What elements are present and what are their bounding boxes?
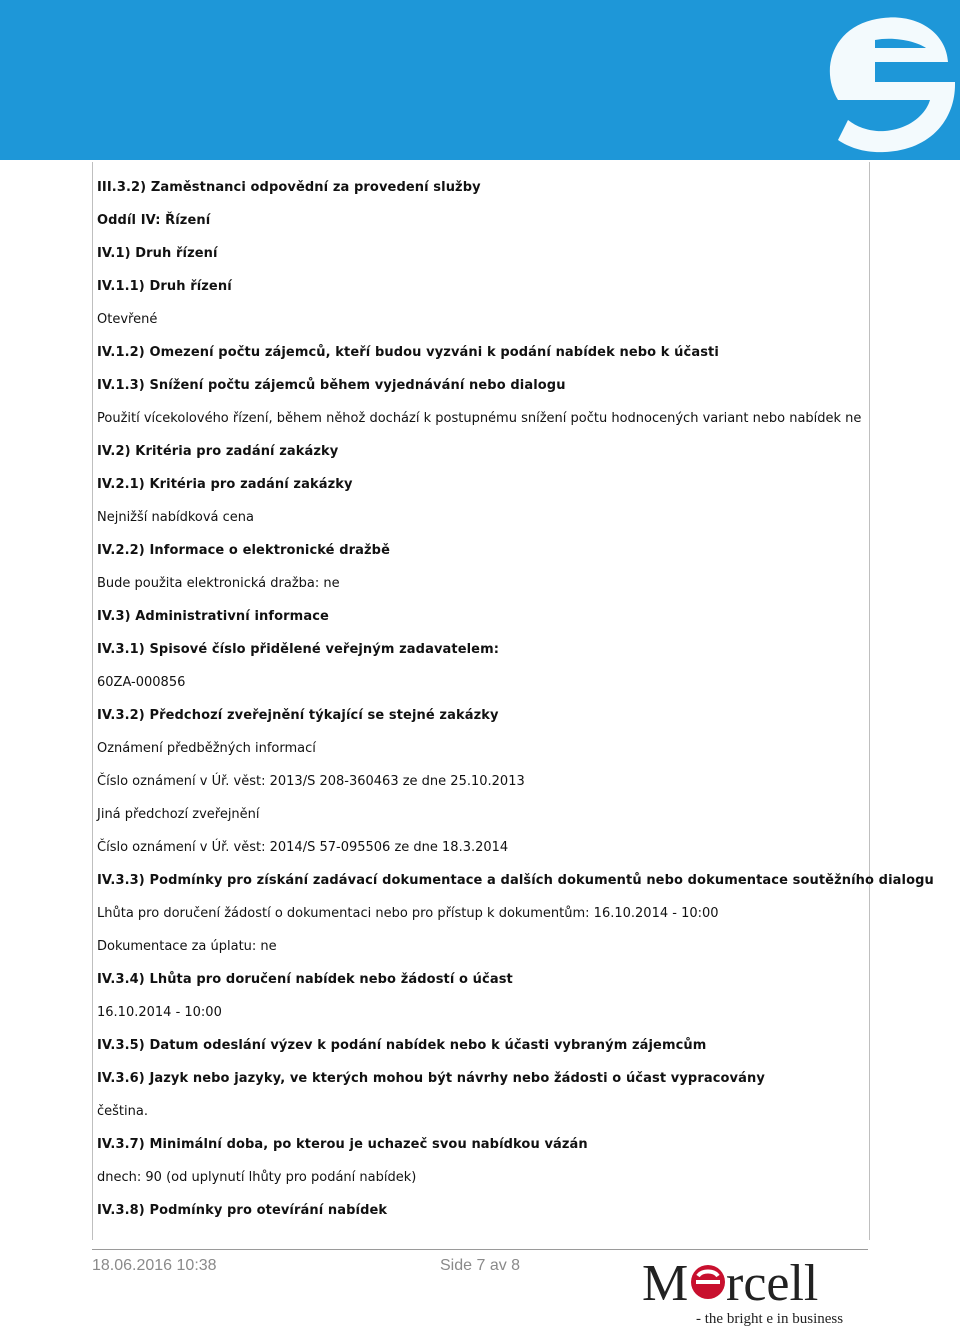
section-text: Bude použita elektronická dražba: ne (97, 576, 340, 591)
section-text: 60ZA-000856 (97, 675, 186, 690)
section-text: Číslo oznámení v Úř. věst: 2013/S 208-360463 ze dne 25.10.2013 (97, 774, 525, 789)
section-heading: IV.1.3) Snížení počtu zájemců během vyjednávání nebo dialogu (97, 378, 566, 393)
section-text: 16.10.2014 - 10:00 (97, 1005, 222, 1020)
brand-tagline: - the bright e in business (696, 1311, 844, 1327)
section-heading: IV.2.2) Informace o elektronické dražbě (97, 543, 390, 558)
footer-page-number: Side 7 av 8 (440, 1257, 521, 1274)
brand-e-icon (691, 1265, 725, 1299)
section-text: dnech: 90 (od uplynutí lhůty pro podání nabídek) (97, 1170, 417, 1185)
section-heading: IV.1.1) Druh řízení (97, 279, 232, 294)
section-heading: IV.3.7) Minimální doba, po kterou je uchazeč svou nabídkou vázán (97, 1137, 588, 1152)
section-heading: IV.3.5) Datum odeslání výzev k podání nabídek nebo k účasti vybraným zájemcům (97, 1038, 707, 1053)
section-heading: IV.3.3) Podmínky pro získání zadávací dokumentace a dalších dokumentů nebo dokumentace soutěžního dialogu (97, 873, 934, 888)
section-heading: IV.3) Administrativní informace (97, 609, 329, 624)
section-heading: IV.3.2) Předchozí zveřejnění týkající se stejné zakázky (97, 708, 499, 723)
section-heading: IV.1.2) Omezení počtu zájemců, kteří budou vyzváni k podání nabídek nebo k účasti (97, 345, 719, 360)
section-text: Jiná předchozí zveřejnění (97, 807, 260, 822)
section-heading: Oddíl IV: Řízení (97, 213, 211, 228)
brand-name-left: M (642, 1255, 689, 1312)
section-text: Dokumentace za úplatu: ne (97, 939, 277, 954)
document-body (97, 178, 934, 1234)
section-text: Nejnižší nabídková cena (97, 510, 255, 525)
brand-logo (640, 1250, 870, 1328)
section-heading: III.3.2) Zaměstnanci odpovědní za provedení služby (97, 180, 481, 195)
section-text: Otevřené (97, 312, 158, 327)
brand-e-mark-icon (780, 0, 960, 160)
section-heading: IV.2) Kritéria pro zadání zakázky (97, 444, 339, 459)
section-text: čeština. (97, 1104, 148, 1119)
brand-name-right: rcell (726, 1255, 819, 1312)
section-text: Lhůta pro doručení žádostí o dokumentaci nebo pro přístup k dokumentům: 16.10.2014 - 10:00 (97, 906, 719, 921)
section-heading: IV.3.8) Podmínky pro otevírání nabídek (97, 1203, 388, 1218)
section-heading: IV.2.1) Kritéria pro zadání zakázky (97, 477, 353, 492)
section-text: Použití vícekolového řízení, během něhož dochází k postupnému snížení počtu hodnocených variant nebo nabídek ne (97, 411, 862, 426)
section-heading: IV.3.1) Spisové číslo přidělené veřejným zadavatelem: (97, 642, 500, 657)
section-text: Oznámení předběžných informací (97, 741, 316, 756)
section-heading: IV.3.6) Jazyk nebo jazyky, ve kterých mohou být návrhy nebo žádosti o účast vypracovány (97, 1071, 765, 1086)
header-band (0, 0, 960, 160)
section-heading: IV.3.4) Lhůta pro doručení nabídek nebo žádostí o účast (97, 972, 513, 987)
section-text: Číslo oznámení v Úř. věst: 2014/S 57-095506 ze dne 18.3.2014 (97, 840, 509, 855)
footer-date: 18.06.2016 10:38 (92, 1257, 217, 1274)
section-heading: IV.1) Druh řízení (97, 246, 218, 261)
